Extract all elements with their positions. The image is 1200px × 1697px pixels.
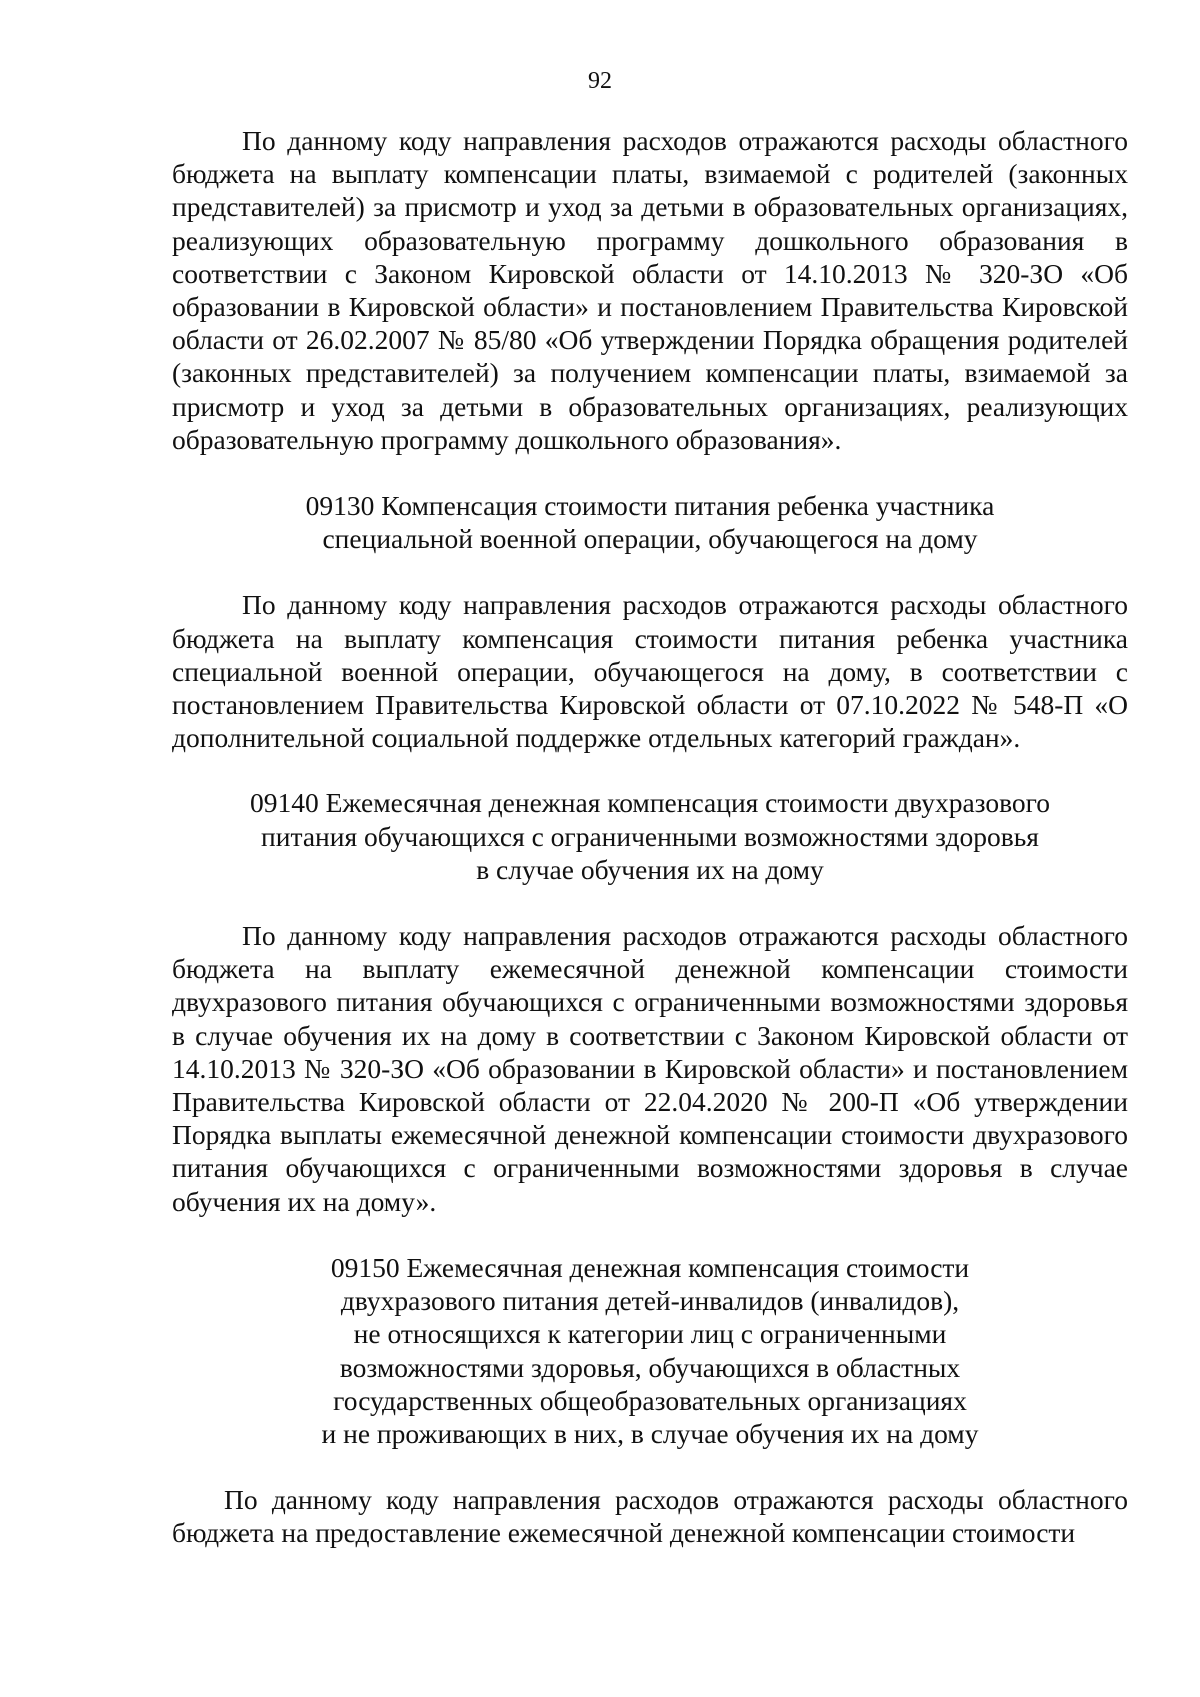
heading-line: двухразового питания детей-инвалидов (инвалидов), (340, 1285, 960, 1317)
spacer (172, 1218, 1128, 1251)
heading-line: специальной военной операции, обучающегося на дому (322, 523, 978, 555)
heading-09140 (172, 786, 1128, 886)
spacer (172, 1450, 1128, 1483)
spacer (172, 456, 1128, 489)
heading-line: не относящихся к категории лиц с ограниченными (353, 1318, 947, 1350)
paragraph-09120-description: По данному коду направления расходов отражаются расходы областного бюджета на выплату компенсации платы, взимаемой с родителей (законных представителей) за присмотр и уход за детьми в образовательных организациях, реализующих образовательную программу дошкольного образования в соответствии с Законом Кировской области от 14.10.2013 № 320-ЗО «Об образовании в Кировской области» и постановлением Правительства Кировской области от 26.02.2007 № 85/80 «Об утверждении Порядка обращения родителей (законных представителей) за получением компенсации платы, взимаемой за присмотр и уход за детьми в образовательных организациях, реализующих образовательную программу дошкольного образования». (172, 125, 1128, 455)
paragraph-09130-description: По данному коду направления расходов отражаются расходы областного бюджета на выплату компенсация стоимости питания ребенка участника специальной военной операции, обучающегося на дому, в соответствии с постановлением Правительства Кировской области от 07.10.2022 № 548-П «О дополнительной социальной поддержке отдельных категорий граждан». (172, 589, 1128, 754)
heading-line: в случае обучения их на дому (476, 853, 824, 885)
spacer (172, 886, 1128, 919)
heading-line: 09150 Ежемесячная денежная компенсация стоимости (330, 1251, 970, 1283)
heading-line: государственных общеобразовательных организациях (333, 1384, 967, 1416)
heading-line: питания обучающихся с ограниченными возможностями здоровья (261, 820, 1039, 852)
spacer (172, 754, 1128, 786)
page-number: 92 (588, 68, 612, 94)
heading-09150 (172, 1251, 1128, 1450)
paragraph-09150-description: По данному коду направления расходов отражаются расходы областного бюджета на предоставление ежемесячной денежной компенсации стоимости (172, 1484, 1128, 1549)
document-body (172, 124, 1128, 1550)
heading-09130 (172, 489, 1128, 555)
heading-line: 09140 Ежемесячная денежная компенсация стоимости двухразового (249, 787, 1050, 819)
heading-line: возможностями здоровья, обучающихся в областных (339, 1351, 961, 1383)
paragraph-09140-description: По данному коду направления расходов отражаются расходы областного бюджета на выплату ежемесячной денежной компенсации стоимости двухразового питания обучающихся с ограниченными возможностями здоровья в случае обучения их на дому в соответствии с Законом Кировской области от 14.10.2013 № 320-ЗО «Об образовании в Кировской области» и постановлением Правительства Кировской области от 22.04.2020 № 200-П «Об утверждении Порядка выплаты ежемесячной денежной компенсации стоимости двухразового питания обучающихся с ограниченными возможностями здоровья в случае обучения их на дому». (172, 920, 1128, 1217)
heading-line: 09130 Компенсация стоимости питания ребенка участника (305, 490, 995, 522)
heading-line: и не проживающих в них, в случае обучения их на дому (321, 1417, 979, 1449)
spacer (172, 555, 1128, 588)
